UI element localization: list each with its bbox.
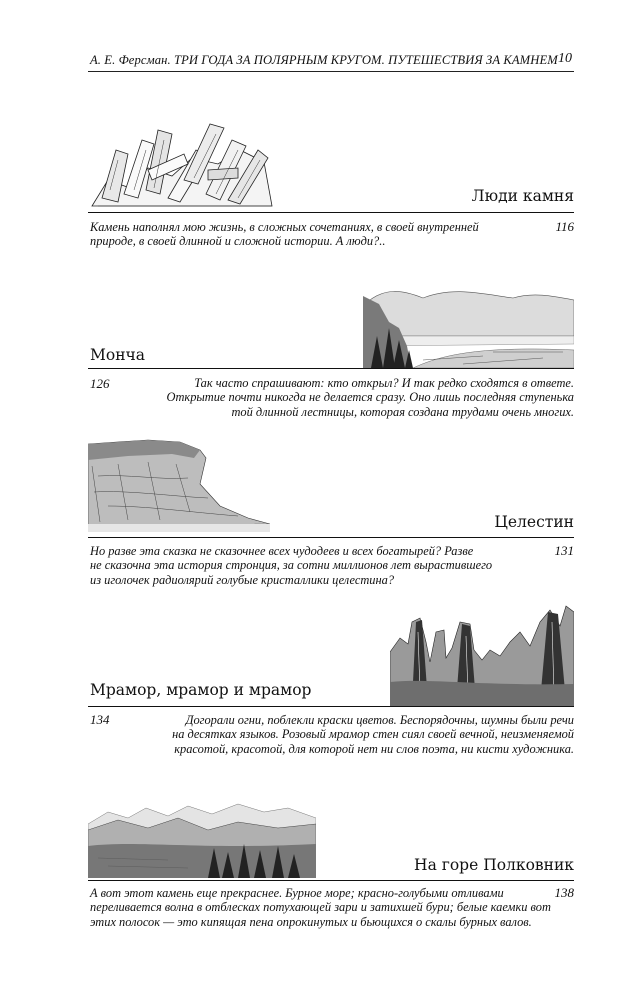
chapter-excerpt bbox=[90, 220, 479, 249]
cliff-illustration bbox=[88, 436, 270, 532]
chapter-page-number: 126 bbox=[90, 376, 110, 391]
chapter-entry-4[interactable] bbox=[88, 602, 574, 762]
chapter-entry-2[interactable] bbox=[88, 272, 574, 432]
excerpt-line: Догорали огни, поблекли краски цветов. Беспорядочны, шумны были речи bbox=[185, 713, 574, 727]
chapter-title: На горе Полковник bbox=[414, 856, 574, 874]
chapter-title: Мончa bbox=[90, 346, 146, 364]
rock-pinnacles-illustration bbox=[390, 602, 574, 706]
chapter-excerpt bbox=[90, 544, 492, 587]
chapter-excerpt bbox=[167, 376, 575, 419]
chapter-excerpt bbox=[172, 713, 574, 756]
excerpt-line: А вот этот камень еще прекраснее. Бурное море; красно-голубыми отливами bbox=[90, 886, 504, 900]
running-header bbox=[88, 49, 574, 72]
excerpt-line: Но разве эта сказка не сказочнее всех чудодеев и всех богатырей? Разве bbox=[90, 544, 474, 558]
excerpt-line: этих полосок — это кипящая пена опрокинутых и бьющихся о скалы бурных валов. bbox=[90, 914, 532, 929]
excerpt-line: природе, в своей длинной и сложной истории. А люди?.. bbox=[90, 234, 386, 249]
divider-rule bbox=[88, 368, 574, 369]
divider-rule bbox=[88, 537, 574, 538]
excerpt-line: Так часто спрашивают: кто открыл? И так редко сходятся в ответе. bbox=[194, 376, 574, 390]
mountain-range-illustration bbox=[88, 800, 316, 878]
excerpt-line: не сказочна эта история стронция, за сотни миллионов лет вырастившего bbox=[90, 558, 493, 573]
chapter-entry-5[interactable] bbox=[88, 794, 574, 954]
excerpt-line: Открытие почти никогда не делается сразу. Оно лишь последняя ступенька bbox=[166, 390, 574, 405]
excerpt-line: на десятках языков. Розовый мрамор стен сиял своей вечной, неизменяемой bbox=[172, 727, 574, 742]
divider-rule bbox=[88, 880, 574, 881]
excerpt-line: Камень наполнял мою жизнь, в сложных сочетаниях, в своей внутренней bbox=[90, 220, 479, 234]
lake-landscape-illustration bbox=[363, 276, 574, 368]
divider-rule bbox=[88, 706, 574, 707]
excerpt-line: той длинной лестницы, которая создана трудами очень многих. bbox=[231, 404, 574, 419]
excerpt-line: красотой, красотой, для которой нет ни слов поэта, ни кисти художника. bbox=[174, 741, 574, 756]
divider-rule bbox=[88, 212, 574, 213]
chapter-title: Люди камня bbox=[471, 187, 574, 205]
chapter-page-number: 138 bbox=[554, 885, 574, 900]
excerpt-line: переливается волна в отблесках потухающей зари и затихшей бури; белые каемки вот bbox=[90, 900, 551, 915]
crystal-cluster-illustration bbox=[88, 110, 274, 210]
page-number: 10 bbox=[558, 51, 572, 66]
chapter-title: Мрамор, мрамор и мрамор bbox=[90, 681, 312, 699]
running-title: А. Е. Ферсман. ТРИ ГОДА ЗА ПОЛЯРНЫМ КРУГОМ. ПУТЕШЕСТВИЯ ЗА КАМНЕМ bbox=[90, 53, 558, 67]
chapter-title: Целестин bbox=[494, 513, 574, 531]
chapter-entry-1[interactable] bbox=[88, 110, 574, 270]
chapter-page-number: 134 bbox=[90, 712, 110, 727]
chapter-entry-3[interactable] bbox=[88, 436, 574, 596]
chapter-page-number: 131 bbox=[554, 543, 574, 558]
excerpt-line: из иголочек радиолярий голубые кристаллики целестина? bbox=[90, 572, 395, 587]
chapter-excerpt bbox=[90, 886, 551, 929]
chapter-page-number: 116 bbox=[555, 219, 574, 234]
